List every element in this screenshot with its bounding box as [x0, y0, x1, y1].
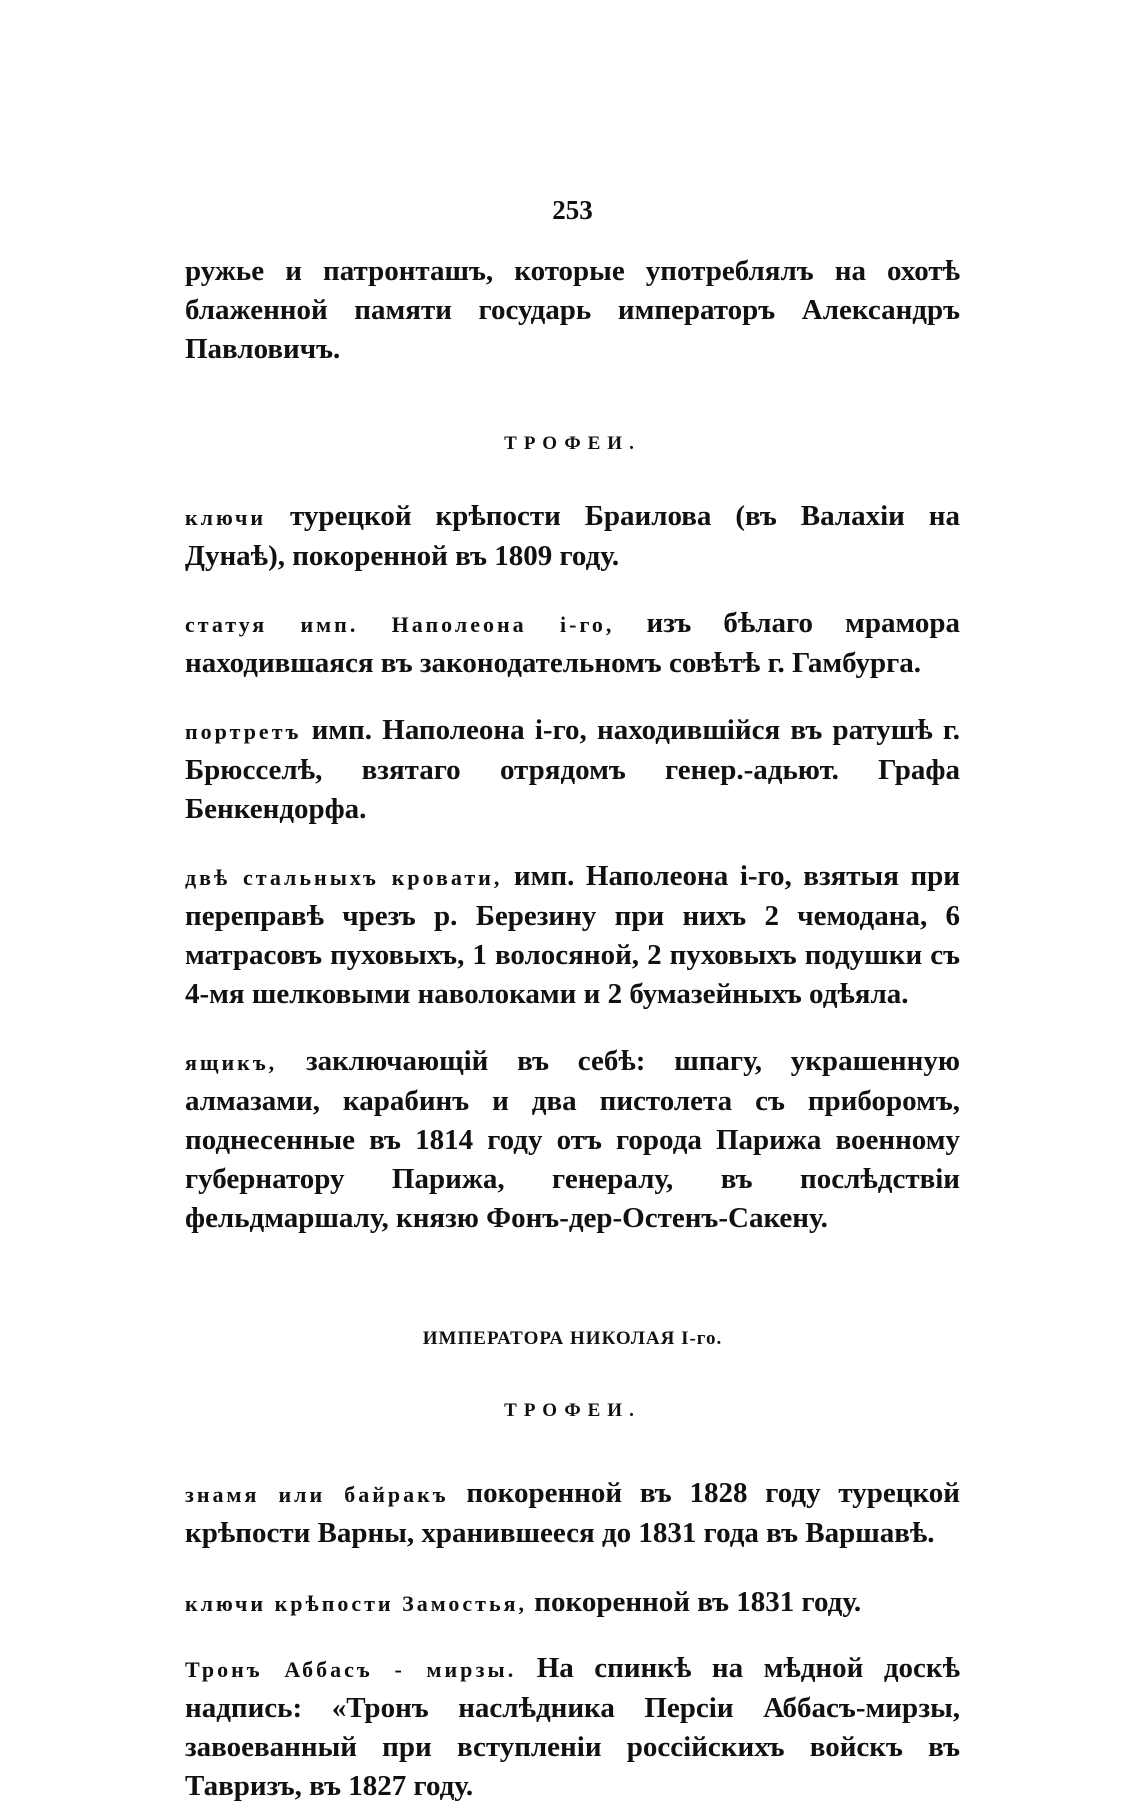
page-number: 253 — [552, 195, 593, 225]
trophy-entry — [185, 604, 960, 683]
intro-paragraph: ружье и патронташъ, которые употреблялъ на охотѣ блаженной памяти государь императоръ Александръ Павловичъ. — [185, 255, 960, 365]
entry-text: покоренной въ 1828 году турецкой крѣпости Варны, хранившееся до 1831 года въ Варшавѣ. — [185, 1477, 960, 1549]
entry-lead: портретъ — [185, 719, 302, 744]
entry-text: покоренной въ 1831 году. — [527, 1586, 862, 1618]
trophy-entry — [185, 857, 960, 1014]
trophy-entry — [185, 1583, 960, 1623]
entry-text: изъ бѣлаго мрамора находившаяся въ законодательномъ совѣтѣ г. Гамбурга. — [185, 607, 960, 679]
entry-text: заключающій въ себѣ: шпагу, украшенную алмазами, карабинъ и два пистолета съ приборомъ, поднесенные въ 1814 году отъ города Парижа военному губернатору Парижа, генералу, въ послѣдствіи фельдмаршалу, князю Фонъ-дер-Остенъ-Сакену. — [185, 1045, 960, 1234]
entry-lead: статуя имп. Наполеона і-го, — [185, 612, 615, 637]
document-page — [185, 195, 960, 1806]
trophy-entry — [185, 1042, 960, 1238]
entry-lead: ключи — [185, 505, 267, 530]
entry-lead: Тронъ Аббасъ - мирзы. — [185, 1657, 517, 1682]
entry-text: имп. Наполеона і-го, взятыя при переправѣ чрезъ р. Березину при нихъ 2 чемодана, 6 матрасовъ пуховыхъ, 1 волосяной, 2 пуховыхъ подушки съ 4-мя шелковыми наволоками и 2 бумазейныхъ одѣяла. — [185, 860, 960, 1010]
section-heading-trophies: ТРОФЕИ. — [504, 433, 641, 454]
entry-text: имп. Наполеона і-го, находившійся въ ратушѣ г. Брюсселѣ, взятаго отрядомъ генер.-адьют. Графа Бенкендорфа. — [185, 714, 960, 825]
entry-lead: ключи крѣпости Замостья, — [185, 1591, 528, 1616]
section-heading-trophies-2: ТРОФЕИ. — [504, 1400, 641, 1421]
trophy-entry — [185, 711, 960, 829]
entry-text: турецкой крѣпости Браилова (въ Валахіи на Дунаѣ), покоренной въ 1809 году. — [185, 500, 960, 572]
trophy-entry — [185, 1474, 960, 1553]
entry-text: На спинкѣ на мѣдной доскѣ надпись: «Тронъ наслѣдника Персіи Аббасъ-мирзы, завоеванный при вступленіи россійскихъ войскъ въ Тавризъ, въ 1827 году. — [185, 1652, 960, 1802]
section-title-emperor-nicholas: ИМПЕРАТОРА НИКОЛАЯ І-го. — [422, 1328, 723, 1349]
trophy-entry — [185, 1649, 960, 1806]
trophy-entry — [185, 497, 960, 576]
entry-lead: двѣ стальныхъ кровати, — [185, 865, 503, 890]
entry-lead: знамя или байракъ — [185, 1482, 449, 1507]
entry-lead: ящикъ, — [185, 1050, 278, 1075]
